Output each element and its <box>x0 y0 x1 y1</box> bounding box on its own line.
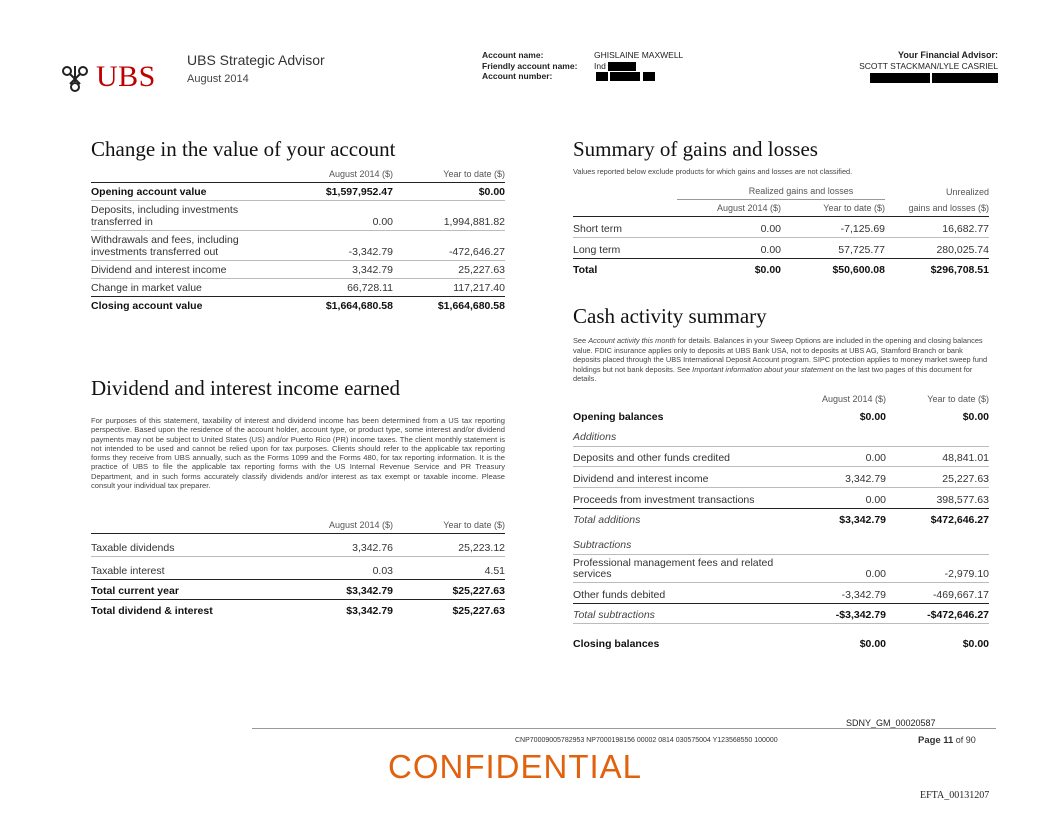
cash-section-title: Cash activity summary <box>573 304 767 328</box>
table-row: Opening balances $0.00 $0.00 <box>573 411 989 423</box>
table-row: Dividend and interest income 3,342.79 25,227.63 <box>91 261 505 279</box>
table-row: Other funds debited -3,342.79 -469,667.17 <box>573 583 989 604</box>
efta-number: EFTA_00131207 <box>920 790 990 801</box>
col-group-header: Realized gains and losses <box>677 186 885 200</box>
redaction-box <box>643 72 655 81</box>
col-header: August 2014 ($) <box>328 169 393 179</box>
table-row: Withdrawals and fees, including investments transferred out -3,342.79 -472,646.27 <box>91 231 505 261</box>
table-row: Subtractions <box>573 539 632 551</box>
redaction-box <box>608 62 636 71</box>
advisor-label: Your Financial Advisor: <box>897 50 998 60</box>
statement-period: August 2014 <box>187 73 249 85</box>
confidential-stamp: CONFIDENTIAL <box>388 748 643 785</box>
redaction-box <box>596 72 608 81</box>
footer-divider <box>252 728 996 729</box>
change-section-title: Change in the value of your account <box>91 137 396 161</box>
ubs-logo-text: UBS <box>96 60 156 93</box>
advisor-name: SCOTT STACKMAN/LYLE CASRIEL <box>859 60 998 71</box>
table-row: Total dividend & interest $3,342.79 $25,227.63 <box>91 605 505 617</box>
account-number-label: Account number: <box>482 71 553 81</box>
table-row: Closing account value $1,664,680.58 $1,664,680.58 <box>91 300 505 312</box>
gains-note: Values reported below exclude products for which gains and losses are not classified. <box>573 167 853 176</box>
col-header: Year to date ($) <box>443 169 505 179</box>
change-table <box>91 169 505 314</box>
tax-disclaimer: For purposes of this statement, taxability of interest and dividend income has been determined from a US tax reporting perspective. Based upon the residence of the account holder, account type, or product type, some interest and/or dividend payments may not be subject to United States (US) and/or Puerto Rico (PR) income taxes. The client monthly statement is not intended to be used and cannot be relied upon for tax purposes. Clients should refer to the applicable tax reporting forms they receive from UBS annually, such as the Forms 1099 and the Forms 480, for tax reporting information. It is the practice of UBS to file the applicable tax reporting forms with the US Internal Revenue Service and PR Treasury Department, and in such forms accurately classify dividends and/or interest as tax exempt or taxable income. Please consult your individual tax preparer. <box>91 416 505 491</box>
table-row: Total $0.00 $50,600.08 $296,708.51 <box>573 264 989 276</box>
table-row: Proceeds from investment transactions 0.00 398,577.63 <box>573 488 989 509</box>
col-header: gains and losses ($) <box>908 203 989 213</box>
document-code: CNP70009005782953 NP7000198156 00002 0814 030575004 Y123568550 100000 <box>515 737 778 744</box>
friendly-name-label: Friendly account name: <box>482 60 578 71</box>
table-row: Additions <box>573 431 617 443</box>
table-row: Long term 0.00 57,725.77 280,025.74 <box>573 238 989 259</box>
redaction-box <box>610 72 640 81</box>
dividend-table <box>91 520 505 619</box>
account-info <box>482 50 683 82</box>
ubs-keys-logo-icon <box>58 62 92 96</box>
table-row: Professional management fees and related services 0.00 -2,979.10 <box>573 555 989 583</box>
account-name-label: Account name: <box>482 50 544 60</box>
table-row: Total subtractions -$3,342.79 -$472,646.27 <box>573 604 989 624</box>
account-name: GHISLAINE MAXWELL <box>594 50 684 60</box>
table-row: Dividend and interest income 3,342.79 25,227.63 <box>573 467 989 488</box>
friendly-name: Ind <box>594 60 606 71</box>
col-group-header: Unrealized <box>945 186 989 197</box>
gains-section-title: Summary of gains and losses <box>573 137 818 161</box>
product-name: UBS Strategic Advisor <box>187 52 325 68</box>
col-header: August 2014 ($) <box>821 394 886 404</box>
table-row: Deposits, including investments transferred in 0.00 1,994,881.82 <box>91 201 505 231</box>
table-row: Deposits and other funds credited 0.00 48,841.01 <box>573 447 989 467</box>
table-row: Opening account value $1,597,952.47 $0.00 <box>91 183 505 201</box>
table-row: Short term 0.00 -7,125.69 16,682.77 <box>573 217 989 238</box>
gains-table <box>573 186 989 278</box>
table-row: Taxable dividends 3,342.76 25,223.12 <box>91 534 505 557</box>
redaction-box <box>932 73 998 83</box>
col-header: Year to date ($) <box>823 203 885 213</box>
col-header: August 2014 ($) <box>716 203 781 213</box>
cash-table <box>573 394 989 652</box>
dividend-section-title: Dividend and interest income earned <box>91 376 401 400</box>
table-row: Closing balances $0.00 $0.00 <box>573 638 989 650</box>
financial-advisor <box>859 50 998 83</box>
page-number: Page 11 of 90 <box>918 735 976 746</box>
col-header: Year to date ($) <box>927 394 989 404</box>
col-header: Year to date ($) <box>443 520 505 530</box>
table-row: Total additions $3,342.79 $472,646.27 <box>573 514 989 526</box>
col-header: August 2014 ($) <box>328 520 393 530</box>
table-row: Total current year $3,342.79 $25,227.63 <box>91 580 505 600</box>
table-row: Taxable interest 0.03 4.51 <box>91 557 505 580</box>
redaction-box <box>870 73 930 83</box>
table-row: Change in market value 66,728.11 117,217.40 <box>91 279 505 297</box>
cash-note: See Account activity this month for details. Balances in your Sweep Options are included in the opening and closing balances value. FDIC insurance applies only to deposits at UBS Bank USA, not to deposits at UBS AG, Stamford Branch or bank deposits placed through the UBS International Deposit Account program. SIPC protection applies to money market sweep fund holdings but not bank deposits. See Important information about your statement on the last two pages of this document for details. <box>573 336 988 383</box>
bates-number: SDNY_GM_00020587 <box>846 718 936 728</box>
